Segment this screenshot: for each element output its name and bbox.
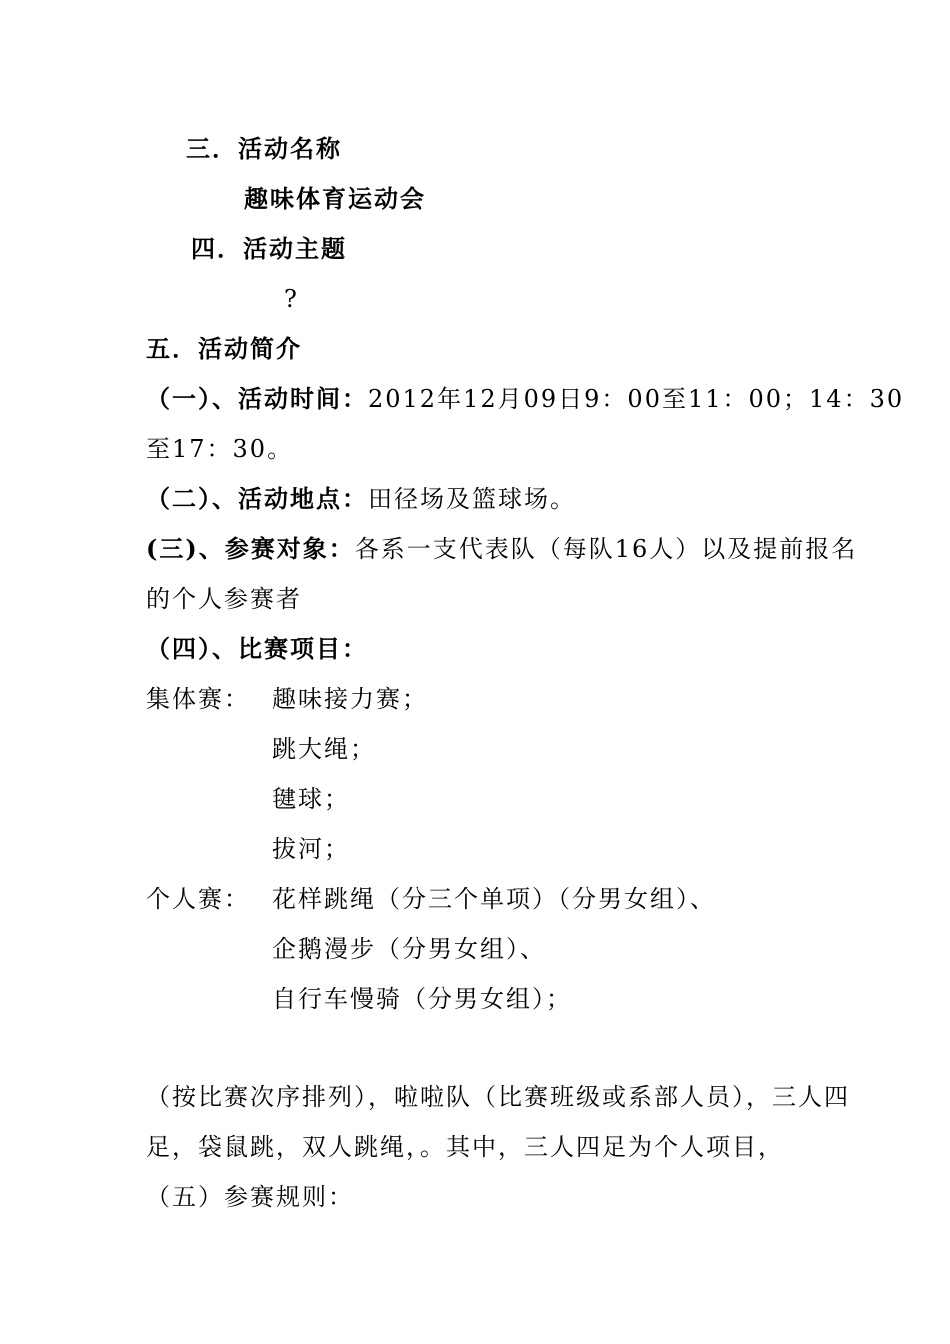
group-item: 趣味接力赛； — [272, 685, 428, 713]
individual-label: 个人赛： — [146, 885, 250, 913]
theme-value: ? — [284, 285, 299, 313]
participants-label: (三)、参赛对象： — [146, 534, 355, 563]
group-item: 拔河； — [272, 835, 350, 863]
individual-item: 自行车慢骑（分男女组）； — [272, 985, 572, 1013]
place-label: （二）、活动地点： — [146, 484, 368, 513]
place-value: 田径场及篮球场。 — [368, 485, 576, 513]
paragraph-line: 足，袋鼠跳，双人跳绳，。其中，三人四足为个人项目， — [146, 1133, 784, 1161]
participants-value: 各系一支代表队（每队16人）以及提前报名 — [354, 535, 858, 563]
events-heading: （四）、比赛项目： — [146, 634, 368, 663]
participants-value-continued: 的个人参赛者 — [146, 585, 302, 613]
time-value: 2012年12月09日9：00至11：00；14：30 — [368, 385, 905, 413]
group-label: 集体赛： — [146, 685, 250, 713]
section-3-heading: 三．活动名称 — [186, 134, 342, 163]
paragraph-line: （按比赛次序排列），啦啦队（比赛班级或系部人员），三人四 — [146, 1083, 850, 1111]
rules-heading: （五）参赛规则： — [146, 1183, 354, 1211]
time-label: （一）、活动时间： — [146, 384, 368, 413]
group-item: 毽球； — [272, 785, 350, 813]
time-line — [146, 384, 904, 414]
activity-name: 趣味体育运动会 — [244, 184, 426, 213]
section-4-heading: 四．活动主题 — [191, 234, 347, 263]
time-value-continued: 至17：30。 — [146, 435, 294, 463]
place-line — [146, 484, 576, 514]
participants-line — [146, 534, 857, 564]
individual-item: 企鹅漫步（分男女组）、 — [272, 935, 546, 963]
individual-item: 花样跳绳（分三个单项）（分男女组）、 — [272, 885, 716, 913]
section-5-heading: 五．活动简介 — [146, 334, 302, 363]
group-item: 跳大绳； — [272, 735, 376, 763]
